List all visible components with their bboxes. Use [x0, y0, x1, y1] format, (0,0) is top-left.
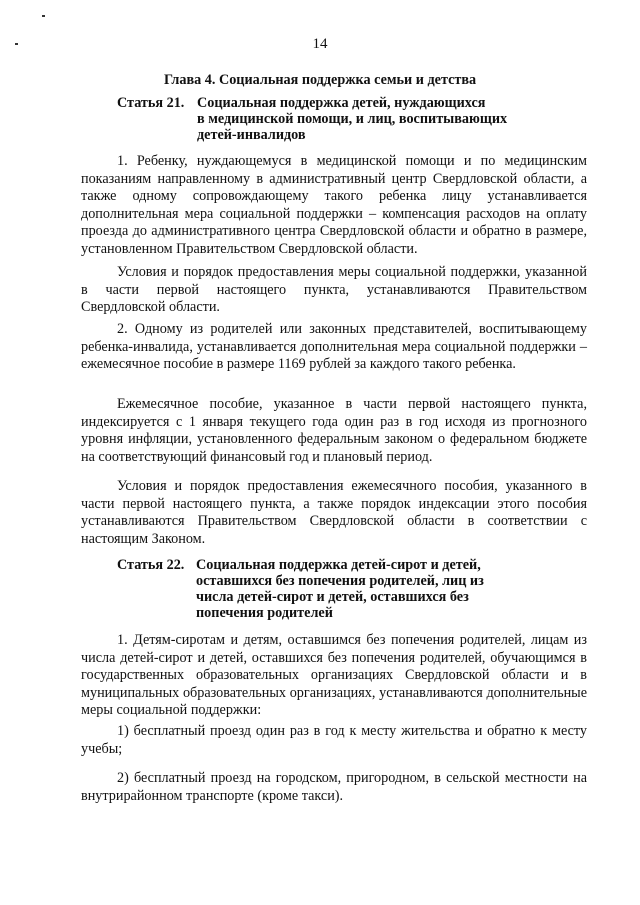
article-21-label: Статья 21.: [117, 95, 185, 111]
article-21-title: Социальная поддержка детей, нуждающихся в медицинской помощи, и лиц, воспитывающих детей-инвалидов: [197, 95, 508, 143]
article-22-paragraph: 2) бесплатный проезд на городском, пригородном, в сельской местности на внутрирайонном транспорте (кроме такси).: [81, 770, 587, 804]
article-21-paragraph: Условия и порядок предоставления меры социальной поддержки, указанной в части первой настоящего пункта, устанавливаются Правительством Свердловской области.: [81, 264, 587, 316]
page-number: 14: [312, 36, 328, 52]
article-21-paragraph: 2. Одному из родителей или законных представителей, воспитывающему ребенка-инвалида, устанавливается дополнительная мера социальной поддержки – ежемесячное пособие в размере 1169 рублей за каждого такого ребенка.: [81, 321, 587, 373]
article-21-paragraph: Ежемесячное пособие, указанное в части первой настоящего пункта, индексируется с 1 января текущего года один раз в год исходя из прогнозного уровня инфляции, установленного федеральным законом о федеральном бюджете на соответствующий финансовый год и плановый период.: [81, 396, 587, 465]
article-21-paragraph: Условия и порядок предоставления ежемесячного пособия, указанного в части первой настоящего пункта, а также порядок индексации этого пособия устанавливаются Правительством Свердловской области в соответствии с настоящим Законом.: [81, 478, 587, 547]
article-22-title: Социальная поддержка детей-сирот и детей, оставшихся без попечения родителей, лиц из числа детей-сирот и детей, оставшихся без попечения родителей: [196, 557, 484, 621]
article-22-paragraph: 1. Детям-сиротам и детям, оставшимся без попечения родителей, лицам из числа детей-сирот и детей, оставшихся без попечения родителей, обучающимся в государственных образовательных организациях Свердловской области и в муниципальных образовательных организациях, устанавливаются дополнительные меры социальной поддержки:: [81, 632, 587, 719]
scan-mark: [42, 15, 45, 17]
article-22-label: Статья 22.: [117, 557, 185, 573]
chapter-title: Глава 4. Социальная поддержка семьи и детства: [164, 72, 477, 88]
article-21-paragraph: 1. Ребенку, нуждающемуся в медицинской помощи и по медицинским показаниям направленному в административный центр Свердловской области, а также одному сопровождающему такого ребенка лицу устанавливается дополнительная мера социальной поддержки – компенсация расходов на оплату проезда до административного центра Свердловской области и обратно в размере, установленном Правительством Свердловской области.: [81, 153, 587, 257]
article-22-paragraph: 1) бесплатный проезд один раз в год к месту жительства и обратно к месту учебы;: [81, 723, 587, 757]
